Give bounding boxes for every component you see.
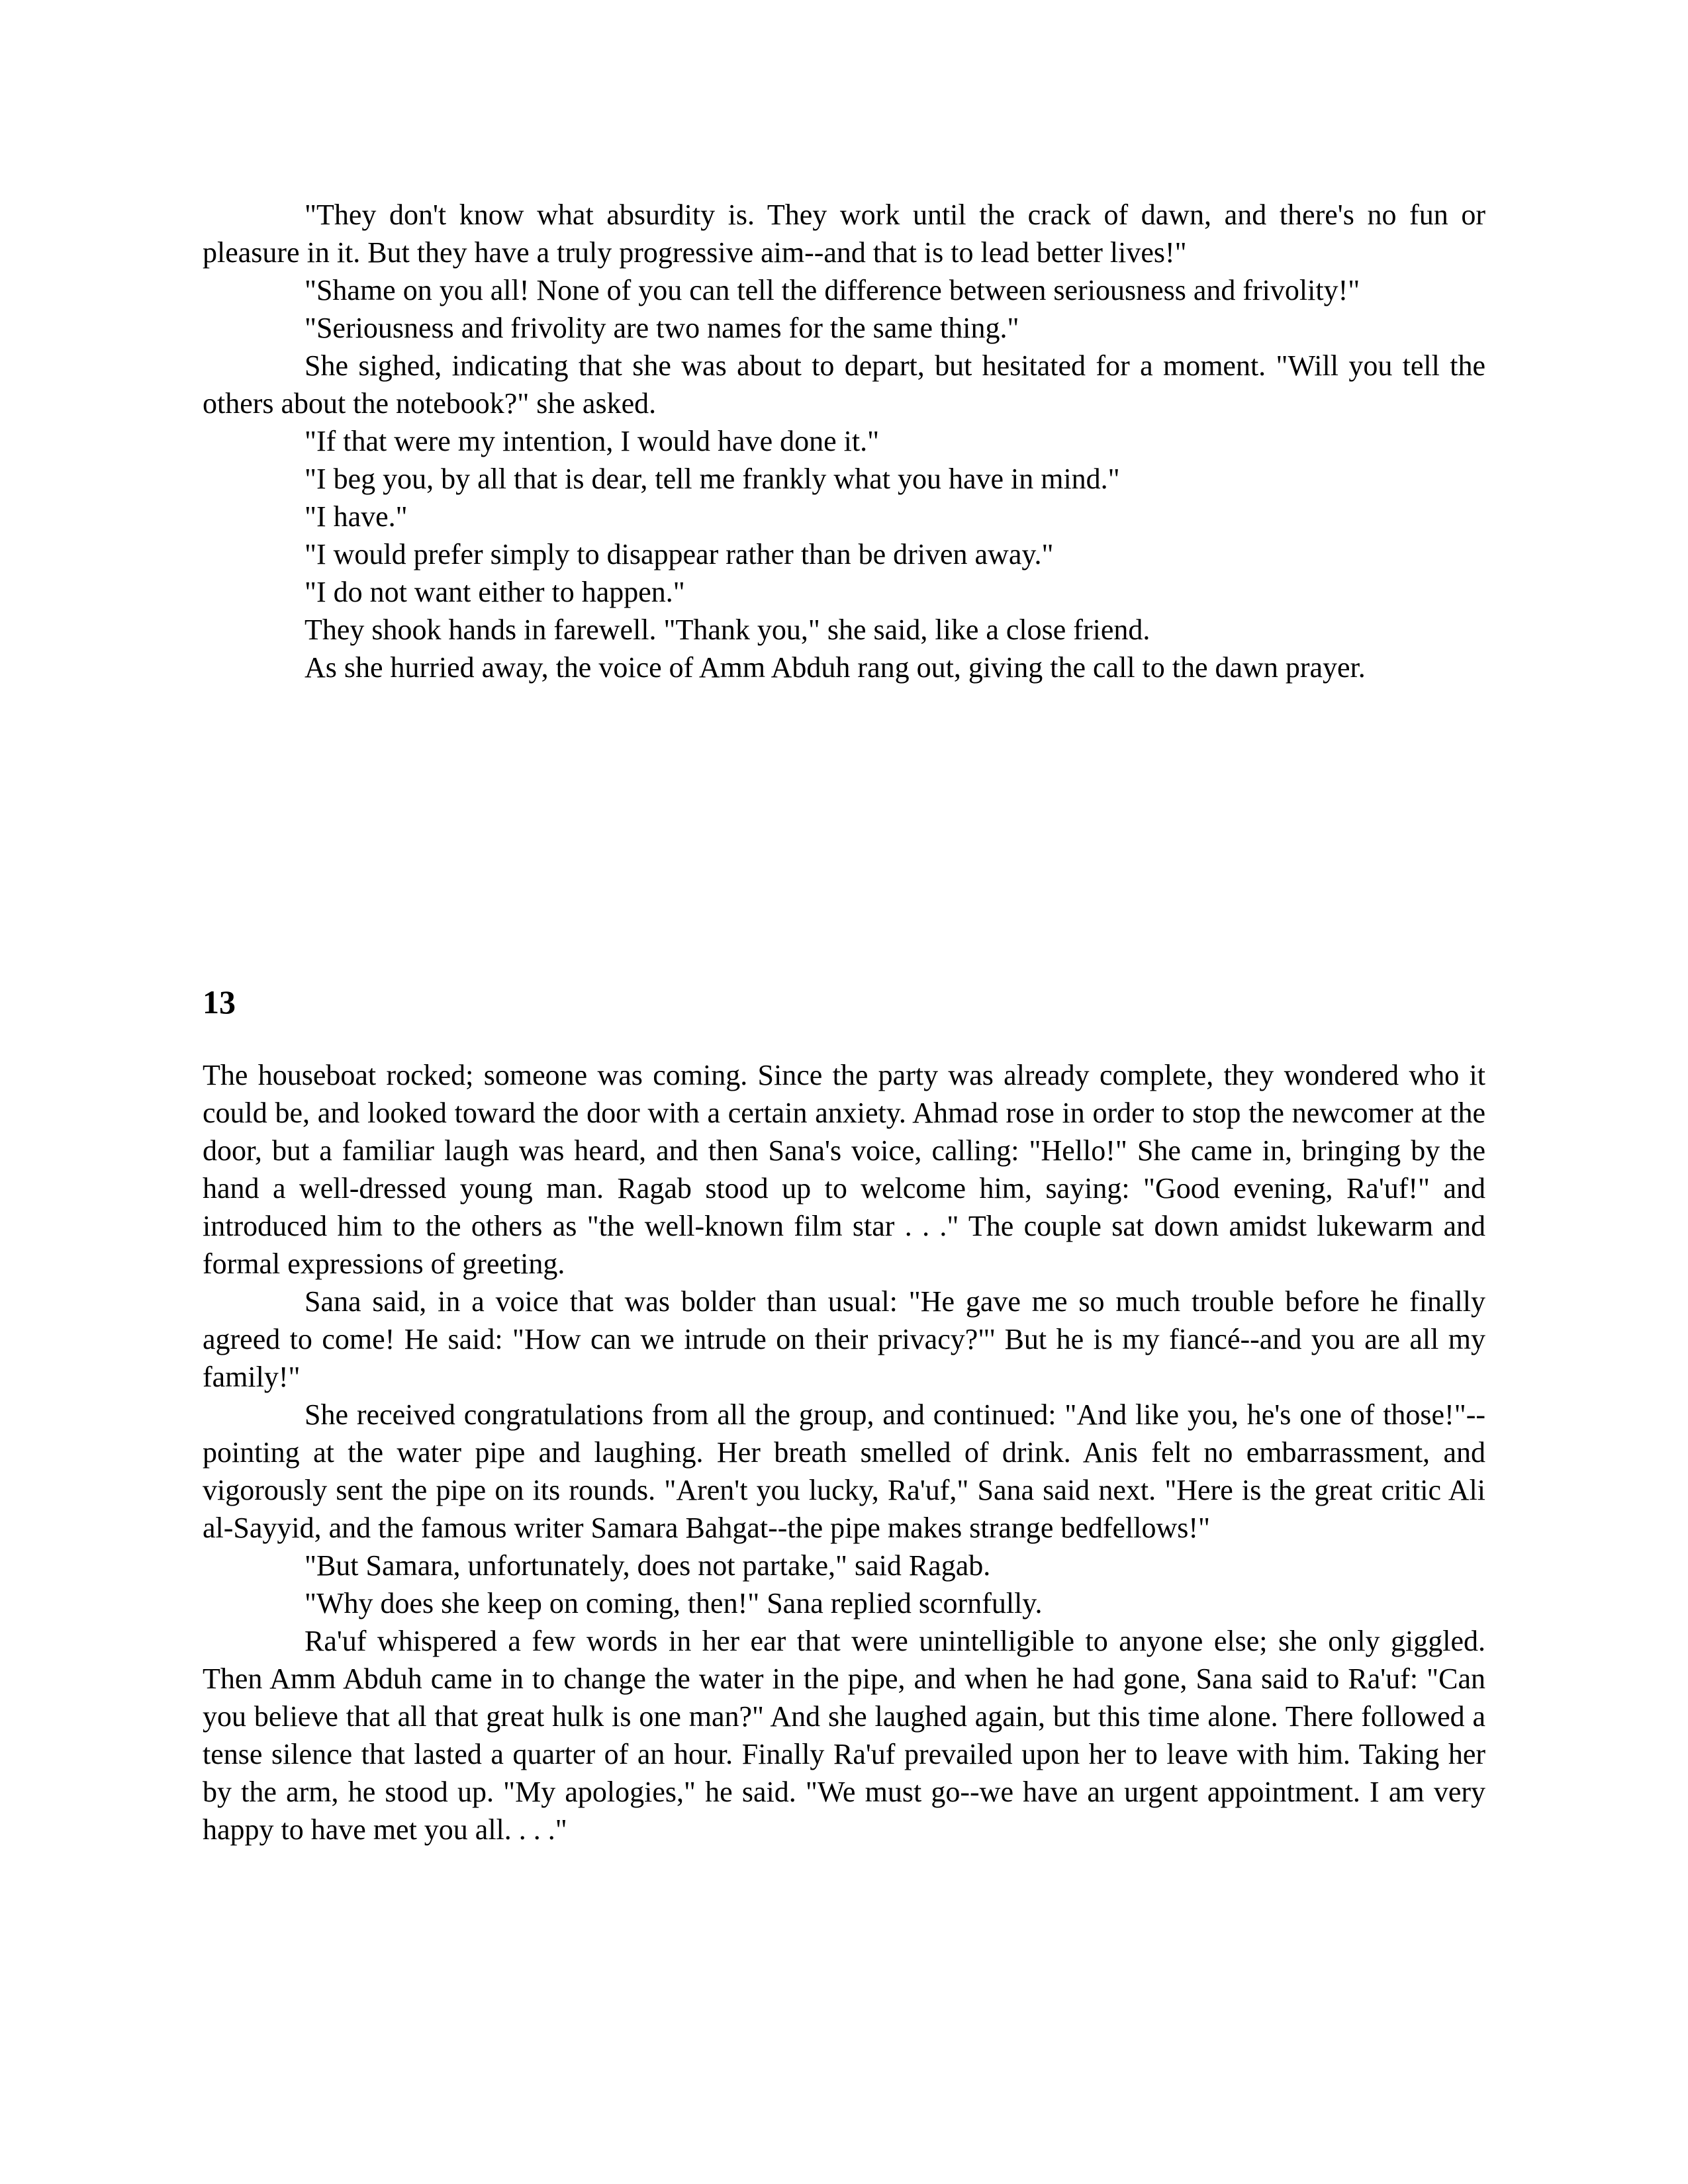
dialogue-section xyxy=(203,196,1485,772)
paragraph: She received congratulations from all the group, and continued: "And like you, he's one of those!"--pointing at the water pipe and laughing. Her breath smelled of drink. Anis felt no embarrassment, and vigorously sent the pipe on its rounds. "Aren't you lucky, Ra'uf," Sana said next. "Here is the great critic Ali al-Sayyid, and the famous writer Samara Bahgat--the pipe makes strange bedfellows!" xyxy=(203,1398,1485,1544)
paragraph: "Why does she keep on coming, then!" Sana replied scornfully. xyxy=(305,1587,1043,1619)
paragraph: They shook hands in farewell. "Thank you," she said, like a close friend. xyxy=(305,614,1150,646)
paragraph: "I would prefer simply to disappear rather than be driven away." xyxy=(305,538,1054,570)
paragraph: She sighed, indicating that she was about to depart, but hesitated for a moment. "Will you tell the others about the notebook?" she asked. xyxy=(203,349,1485,420)
paragraph: "Seriousness and frivolity are two names for the same thing." xyxy=(305,312,1019,344)
paragraph: "They don't know what absurdity is. They work until the crack of dawn, and there's no fun or pleasure in it. But they have a truly progressive aim--and that is to lead better lives!" xyxy=(203,199,1485,269)
page-content xyxy=(203,196,1485,1846)
paragraph: "I beg you, by all that is dear, tell me frankly what you have in mind." xyxy=(305,463,1120,495)
paragraph: "But Samara, unfortunately, does not partake," said Ragab. xyxy=(305,1549,991,1582)
chapter-number: 13 xyxy=(203,983,236,1021)
chapter-heading-container xyxy=(203,982,236,1022)
paragraph: "I have." xyxy=(305,500,408,533)
chapter-body xyxy=(203,1056,1485,1848)
paragraph: The houseboat rocked; someone was coming. Since the party was already complete, they wondered who it could be, and looked toward the door with a certain anxiety. Ahmad rose in order to stop the newcomer at the door, but a familiar laugh was heard, and then Sana's voice, calling: "Hello!" She came in, bringing by the hand a well-dressed young man. Ragab stood up to welcome him, saying: "Good evening, Ra'uf!" and introduced him to the others as "the well-known film star . . ." The couple sat down amidst lukewarm and formal expressions of greeting. xyxy=(203,1059,1485,1280)
paragraph: Ra'uf whispered a few words in her ear that were unintelligible to anyone else; she only giggled. Then Amm Abduh came in to change the water in the pipe, and when he had gone, Sana said to Ra'uf: "Can you believe that all that great hulk is one man?" And she laughed again, but this time alone. There followed a tense silence that lasted a quarter of an hour. Finally Ra'uf prevailed upon her to leave with him. Taking her by the arm, he stood up. "My apologies," he said. "We must go--we have an urgent appointment. I am very happy to have met you all. . . ." xyxy=(203,1625,1485,1846)
paragraph: "If that were my intention, I would have done it." xyxy=(305,425,880,457)
paragraph: "Shame on you all! None of you can tell the difference between seriousness and frivolity!" xyxy=(305,274,1360,306)
paragraph: Sana said, in a voice that was bolder than usual: "He gave me so much trouble before he finally agreed to come! He said: "How can we intrude on their privacy?"' But he is my fiancé--and you are all my family!" xyxy=(203,1285,1485,1393)
paragraph: "I do not want either to happen." xyxy=(305,576,685,608)
paragraph: As she hurried away, the voice of Amm Abduh rang out, giving the call to the dawn prayer. xyxy=(305,651,1366,684)
